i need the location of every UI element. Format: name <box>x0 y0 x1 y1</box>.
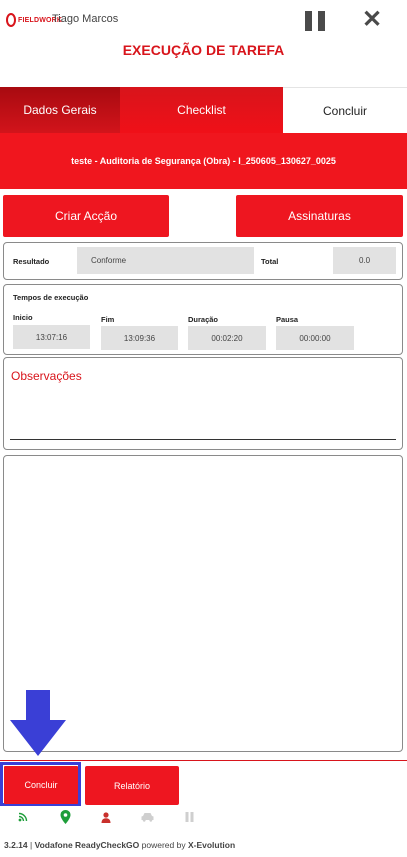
resultado-field <box>77 247 254 274</box>
tab-concluir[interactable]: Concluir <box>283 87 407 133</box>
page-title: EXECUÇÃO DE TAREFA <box>122 42 285 58</box>
total-field <box>333 247 396 274</box>
inicio-field <box>13 325 90 349</box>
status-icons-bar <box>0 808 407 826</box>
pause-icon-bar-right <box>318 11 325 31</box>
user-name: Tiago Marcos <box>52 13 119 25</box>
total-value: 0.0 <box>358 256 371 265</box>
footer-company: X-Evolution <box>187 840 236 850</box>
duracao-label: Duração <box>188 315 219 324</box>
pause-icon-bar-left <box>305 11 312 31</box>
rss-icon <box>16 810 30 824</box>
result-panel <box>3 242 403 280</box>
close-icon[interactable]: ✕ <box>361 6 383 33</box>
times-section-label: Tempos de execução <box>13 293 89 302</box>
concluir-button[interactable]: Concluir <box>4 766 78 804</box>
footer-product: Vodafone ReadyCheckGO <box>34 840 140 850</box>
observations-panel[interactable] <box>3 357 403 450</box>
footer-separator: | <box>27 840 35 850</box>
total-label: Total <box>261 257 279 266</box>
tab-bar <box>0 87 407 133</box>
pausa-field <box>276 326 354 350</box>
pausa-value: 00:00:00 <box>299 333 331 343</box>
inicio-value: 13:07:16 <box>35 332 68 342</box>
down-arrow-icon <box>10 690 66 756</box>
assinaturas-button[interactable]: Assinaturas <box>236 195 403 237</box>
fim-value: 13:09:36 <box>123 333 156 343</box>
resultado-label: Resultado <box>13 257 50 266</box>
tab-dados-gerais[interactable]: Dados Gerais <box>0 87 120 133</box>
user-icon <box>99 810 113 824</box>
relatorio-button[interactable]: Relatório <box>85 766 179 805</box>
bottom-divider <box>0 760 407 761</box>
execution-times-panel <box>3 284 403 355</box>
footer <box>4 840 235 850</box>
fim-label: Fim <box>101 315 115 324</box>
pausa-label: Pausa <box>276 315 299 324</box>
pause-icon <box>182 810 196 824</box>
fim-field <box>101 326 178 350</box>
tab-checklist[interactable]: Checklist <box>120 87 283 133</box>
top-bar <box>0 0 407 40</box>
task-title: teste - Auditoria de Segurança (Obra) - I_250605_130627_0025 <box>71 156 336 166</box>
duracao-field <box>188 326 266 350</box>
inicio-label: Inicio <box>13 313 33 322</box>
observacoes-input-underline <box>10 439 396 440</box>
observacoes-label: Observações <box>11 369 82 383</box>
task-title-banner <box>0 133 407 189</box>
footer-version: 3.2.14 <box>4 840 28 850</box>
logo-text: FIELDWORK <box>18 16 63 24</box>
car-icon <box>140 810 154 824</box>
resultado-value: Conforme <box>91 256 127 265</box>
footer-powered: powered by <box>139 840 188 850</box>
logo-mark-icon <box>6 13 16 27</box>
pause-button[interactable] <box>305 11 325 31</box>
duracao-value: 00:02:20 <box>211 333 243 343</box>
criar-accao-button[interactable]: Criar Acção <box>3 195 169 237</box>
location-pin-icon <box>58 810 72 824</box>
